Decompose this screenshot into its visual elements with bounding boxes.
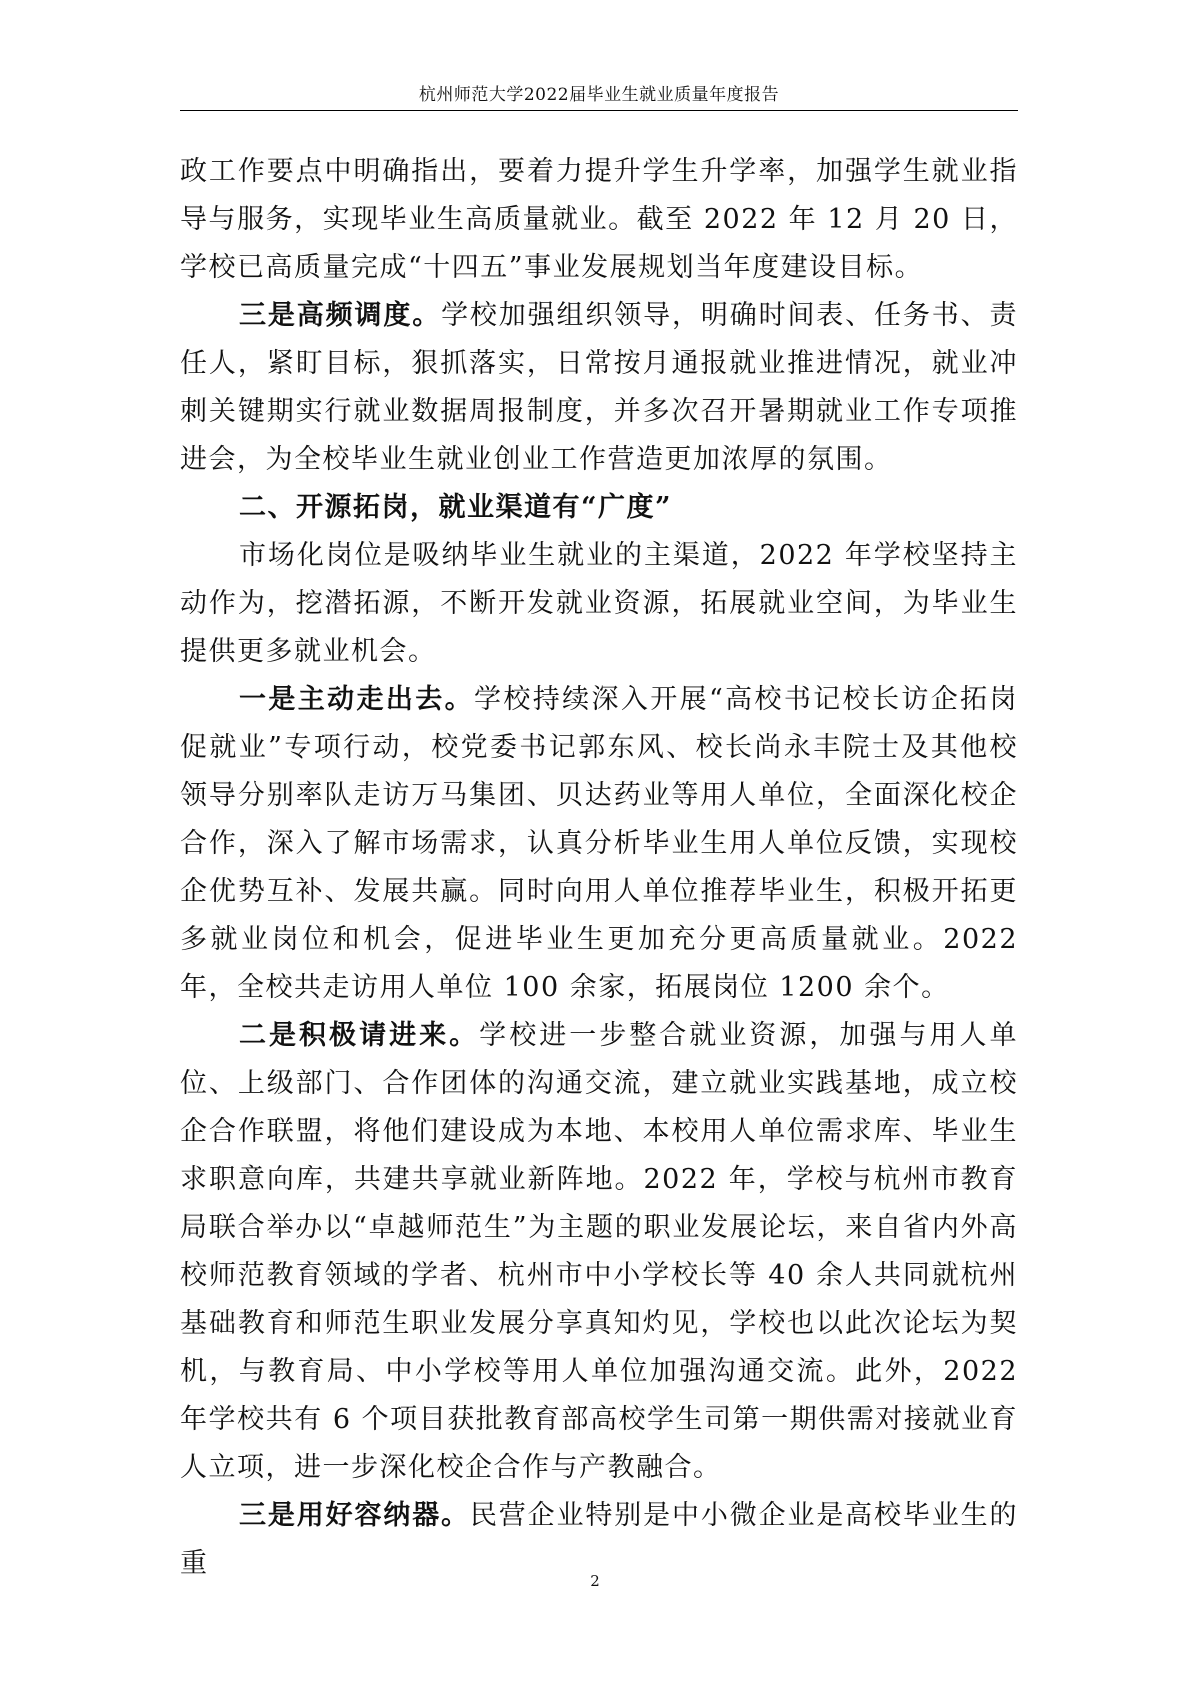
- paragraph-lead: 三是用好容纳器。: [239, 1500, 470, 1531]
- paragraph-go-out: [180, 676, 1018, 1012]
- paragraph-text: 学校进一步整合就业资源，加强与用人单位、上级部门、合作团体的沟通交流，建立就业实践基地，成立校企合作联盟，将他们建设成为本地、本校用人单位需求库、毕业生求职意向库，共建共享就业新阵地。2022 年，学校与杭州市教育局联合举办以“卓越师范生”为主题的职业发展论坛，来自省内外高校师范教育领域的学者、杭州市中小学校长等 40 余人共同就杭州基础教育和师范生职业发展分享真知灼见，学校也以此次论坛为契机，与教育局、中小学校等用人单位加强沟通交流。此外，2022 年学校共有 6 个项目获批教育部高校学生司第一期供需对接就业育人立项，进一步深化校企合作与产教融合。: [180, 1020, 1019, 1483]
- paragraph-market-positions: 市场化岗位是吸纳毕业生就业的主渠道，2022 年学校坚持主动作为，挖潜拓源，不断开发就业资源，拓展就业空间，为毕业生提供更多就业机会。: [180, 540, 1018, 667]
- section-heading-text: 二、开源拓岗，就业渠道有“广度”: [239, 492, 673, 523]
- paragraph-text: 学校持续深入开展“高校书记校长访企拓岗促就业”专项行动，校党委书记郭东风、校长尚永丰院士及其他校领导分别率队走访万马集团、贝达药业等用人单位，全面深化校企合作，深入了解市场需求，认真分析毕业生用人单位反馈，实现校企优势互补、发展共赢。同时向用人单位推荐毕业生，积极开拓更多就业岗位和机会，促进毕业生更加充分更高质量就业。2022 年，全校共走访用人单位 100 余家，拓展岗位 1200 余个。: [180, 684, 1018, 1003]
- running-header: 杭州师范大学2022届毕业生就业质量年度报告: [418, 85, 780, 105]
- paragraph-high-frequency-scheduling: [180, 292, 1018, 484]
- document-body: [180, 148, 1018, 1588]
- paragraph-continuation: 政工作要点中明确指出，要着力提升学生升学率，加强学生就业指导与服务，实现毕业生高质量就业。截至 2022 年 12 月 20 日，学校已高质量完成“十四五”事业发展规划当年度建设目标。: [180, 156, 1018, 283]
- paragraph-lead: 一是主动走出去。: [239, 684, 474, 715]
- paragraph-text: 民营企业特别是中小微企业是高校毕业生的重: [180, 1500, 1019, 1579]
- paragraph-lead: 三是高频调度。: [239, 300, 442, 331]
- section-heading: [180, 484, 1018, 532]
- paragraph-invite-in: [180, 1012, 1018, 1492]
- paragraph-lead: 二是积极请进来。: [239, 1020, 480, 1051]
- paragraph-text: 学校加强组织领导，明确时间表、任务书、责任人，紧盯目标，狠抓落实，日常按月通报就业推进情况，就业冲刺关键期实行就业数据周报制度，并多次召开暑期就业工作专项推进会，为全校毕业生就业创业工作营造更加浓厚的氛围。: [180, 300, 1019, 475]
- header-divider: [180, 110, 1018, 111]
- page-number: 2: [590, 1572, 600, 1590]
